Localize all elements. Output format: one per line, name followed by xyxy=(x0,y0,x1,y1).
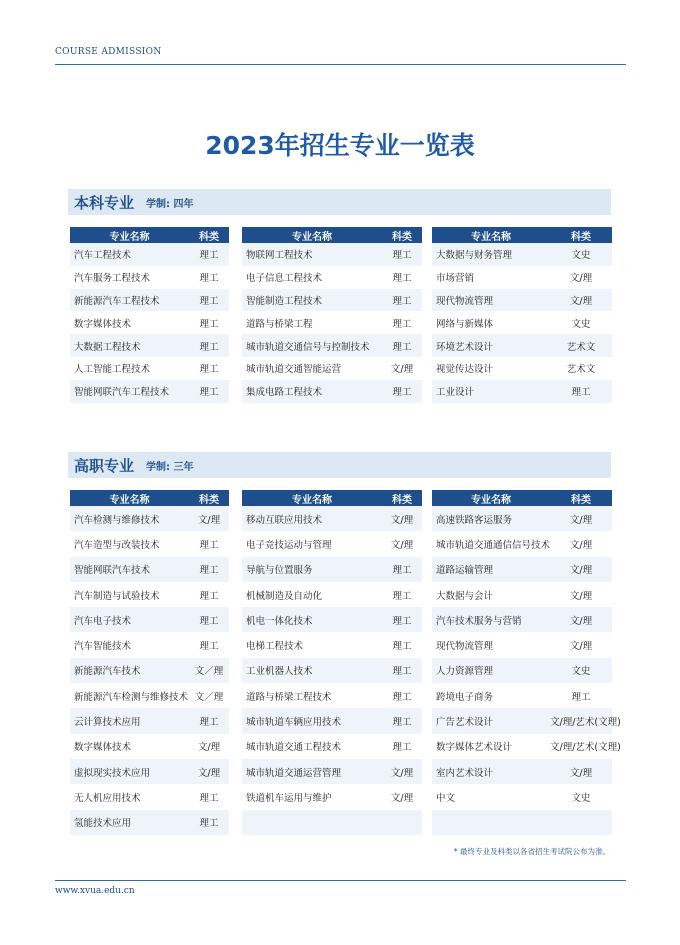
header-major-name: 专业名称 xyxy=(109,494,150,506)
major-name: 移动互联应用技术 xyxy=(246,514,323,526)
major-name: 汽车电子技术 xyxy=(74,615,132,627)
major-name: 工业机器人技术 xyxy=(246,666,313,678)
major-name: 道路与桥梁工程技术 xyxy=(246,691,332,703)
major-name: 视觉传达设计 xyxy=(436,364,494,376)
column-header xyxy=(70,227,229,243)
major-name: 物联网工程技术 xyxy=(246,250,313,262)
table-row xyxy=(70,632,229,657)
table-row xyxy=(70,557,229,582)
table-row xyxy=(70,334,229,357)
table-row xyxy=(432,708,621,733)
table-row xyxy=(432,243,612,266)
major-category: 文/理 xyxy=(569,514,593,526)
major-category: 文/理 xyxy=(569,273,593,285)
table-row xyxy=(70,582,229,607)
major-name: 城市轨道交通运营管理 xyxy=(246,767,342,779)
major-name: 现代物流管理 xyxy=(436,295,494,307)
table-row xyxy=(242,289,422,312)
major-name: 现代物流管理 xyxy=(436,641,494,653)
major-category: 文/理 xyxy=(390,539,414,551)
major-category: 文/理 xyxy=(390,514,414,526)
header-major-name: 专业名称 xyxy=(471,494,511,506)
table-row xyxy=(242,266,422,289)
major-name: 汽车服务工程技术 xyxy=(74,273,151,285)
major-name: 智能制造工程技术 xyxy=(246,295,323,307)
major-category: 理工 xyxy=(392,341,412,353)
major-name: 氢能技术应用 xyxy=(74,818,132,830)
major-category: 文史 xyxy=(571,792,591,804)
table-row xyxy=(432,531,612,556)
major-name: 高速铁路客运服务 xyxy=(436,514,513,526)
major-category: 理工 xyxy=(199,792,219,804)
vocational-section-bar xyxy=(68,452,611,478)
page-title: 2023年招生专业一览表 xyxy=(205,131,475,160)
major-name: 虚拟现实技术应用 xyxy=(74,767,151,779)
major-category: 文/理 xyxy=(569,767,593,779)
vocational-section-title: 高职专业 xyxy=(74,456,135,475)
table-row xyxy=(432,658,612,683)
table-row xyxy=(242,784,422,809)
major-name: 人力资源管理 xyxy=(436,666,494,678)
table-row xyxy=(70,810,229,835)
table-row xyxy=(70,380,229,403)
major-category: 文史 xyxy=(571,666,591,678)
major-category: 文史 xyxy=(571,318,591,330)
table-row xyxy=(242,243,422,266)
major-name: 无人机应用技术 xyxy=(74,792,141,804)
major-name: 汽车工程技术 xyxy=(74,250,132,262)
major-name: 跨境电子商务 xyxy=(436,691,494,703)
table-row xyxy=(70,357,229,380)
major-category: 文/理 xyxy=(197,742,221,754)
major-category: 理工 xyxy=(392,295,412,307)
major-category: 理工 xyxy=(199,364,219,376)
major-name: 市场营销 xyxy=(436,273,475,285)
major-name: 新能源汽车检测与维修技术 xyxy=(74,691,189,703)
major-name: 城市轨道交通智能运营 xyxy=(246,364,342,376)
major-name: 广告艺术设计 xyxy=(436,717,494,729)
major-category: 理工 xyxy=(392,615,412,627)
major-category: 理工 xyxy=(571,691,591,703)
major-name: 汽车造型与改装技术 xyxy=(74,539,160,551)
table-row xyxy=(242,708,422,733)
major-category: 文/理/艺术(文理) xyxy=(550,717,621,729)
table-row xyxy=(242,506,422,531)
table-row xyxy=(70,784,229,809)
table-row xyxy=(432,557,612,582)
major-category: 理工 xyxy=(199,615,219,627)
major-name: 导航与位置服务 xyxy=(246,565,313,577)
bachelor-column-3 xyxy=(432,227,612,403)
table-row xyxy=(242,557,422,582)
major-name: 电梯工程技术 xyxy=(246,641,304,653)
major-category: 文/理 xyxy=(197,767,221,779)
major-name: 新能源汽车工程技术 xyxy=(74,295,160,307)
table-row xyxy=(432,334,612,357)
major-name: 大数据与会计 xyxy=(436,590,494,602)
column-header xyxy=(242,227,422,243)
major-name: 室内艺术设计 xyxy=(436,767,494,779)
major-category: 理工 xyxy=(199,250,219,262)
table-row xyxy=(432,357,612,380)
footer-url: www.xvua.edu.cn xyxy=(55,886,135,896)
major-category: 文/理 xyxy=(569,539,593,551)
major-category: 理工 xyxy=(199,273,219,285)
header-label: COURSE ADMISSION xyxy=(55,47,162,57)
major-name: 数字媒体技术 xyxy=(74,318,132,330)
major-category: 文/理 xyxy=(569,295,593,307)
table-row xyxy=(432,266,612,289)
major-name: 汽车检测与维修技术 xyxy=(74,514,160,526)
footnote: * 最终专业及科类以各省招生考试院公布为准。 xyxy=(453,847,610,856)
major-category: 文/理 xyxy=(390,767,414,779)
major-category: 文／理 xyxy=(194,691,224,703)
major-category: 理工 xyxy=(199,295,219,307)
major-name: 铁道机车运用与维护 xyxy=(246,792,332,804)
major-category: 艺术文 xyxy=(566,364,596,376)
table-row xyxy=(70,506,229,531)
table-row xyxy=(432,289,612,312)
table-row xyxy=(432,380,612,403)
table-row xyxy=(70,708,229,733)
table-row xyxy=(242,311,422,334)
table-row xyxy=(242,632,422,657)
column-header xyxy=(242,490,422,506)
major-category: 文/理 xyxy=(390,364,414,376)
major-category: 理工 xyxy=(199,387,219,399)
table-row xyxy=(70,658,229,683)
major-category: 文/理 xyxy=(569,590,593,602)
major-category: 理工 xyxy=(392,742,412,754)
table-row xyxy=(70,243,229,266)
vocational-column-3 xyxy=(432,490,621,835)
column-header xyxy=(70,490,229,506)
bachelor-section-title: 本科专业 xyxy=(74,193,135,212)
major-category: 文／理 xyxy=(194,666,224,678)
major-name: 道路运输管理 xyxy=(436,565,494,577)
table-row xyxy=(432,311,612,334)
major-category: 文/理 xyxy=(197,514,221,526)
major-category: 理工 xyxy=(199,539,219,551)
table-row xyxy=(432,607,612,632)
table-row xyxy=(432,632,612,657)
major-category: 理工 xyxy=(392,250,412,262)
major-category: 理工 xyxy=(199,818,219,830)
major-category: 文/理 xyxy=(390,792,414,804)
major-name: 集成电路工程技术 xyxy=(246,387,323,399)
major-name: 汽车制造与试验技术 xyxy=(74,590,160,602)
major-category: 理工 xyxy=(392,590,412,602)
major-category: 文/理 xyxy=(569,615,593,627)
vocational-duration: 学制: 三年 xyxy=(146,461,194,473)
table-row xyxy=(70,607,229,632)
major-name: 工业设计 xyxy=(436,387,475,399)
major-name: 新能源汽车技术 xyxy=(74,666,141,678)
table-row xyxy=(242,607,422,632)
major-category: 理工 xyxy=(571,387,591,399)
major-category: 理工 xyxy=(392,273,412,285)
major-name: 数字媒体艺术设计 xyxy=(436,742,513,754)
top-divider xyxy=(55,64,626,65)
major-name: 网络与新媒体 xyxy=(436,318,494,330)
header-category: 科类 xyxy=(392,231,412,243)
header-category: 科类 xyxy=(571,231,591,243)
major-category: 理工 xyxy=(392,641,412,653)
major-category: 理工 xyxy=(199,590,219,602)
major-name: 云计算技术应用 xyxy=(74,717,141,729)
table-row xyxy=(70,289,229,312)
major-name: 数字媒体技术 xyxy=(74,742,132,754)
table-row xyxy=(432,759,612,784)
table-row xyxy=(70,734,229,759)
major-name: 城市轨道交通通信信号技术 xyxy=(436,539,550,551)
table-row xyxy=(242,380,422,403)
major-category: 文/理/艺术(文理) xyxy=(550,742,621,754)
major-name: 智能网联汽车技术 xyxy=(74,565,151,577)
major-name: 汽车技术服务与营销 xyxy=(436,615,522,627)
table-row xyxy=(432,810,612,835)
major-category: 文/理 xyxy=(569,641,593,653)
table-row xyxy=(242,734,422,759)
column-header xyxy=(432,490,612,506)
table-row xyxy=(242,810,422,835)
major-name: 电子信息工程技术 xyxy=(246,273,323,285)
table-row xyxy=(242,658,422,683)
header-category: 科类 xyxy=(392,494,412,506)
major-category: 理工 xyxy=(199,641,219,653)
header-category: 科类 xyxy=(199,231,219,243)
major-name: 机械制造及自动化 xyxy=(246,590,323,602)
table-row xyxy=(70,683,229,708)
table-row xyxy=(242,357,422,380)
major-category: 文/理 xyxy=(569,565,593,577)
major-category: 艺术文 xyxy=(566,341,596,353)
major-name: 中文 xyxy=(436,792,456,804)
table-row xyxy=(242,759,422,784)
table-row xyxy=(242,531,422,556)
major-category: 理工 xyxy=(392,565,412,577)
major-category: 理工 xyxy=(392,666,412,678)
table-row xyxy=(432,582,612,607)
bachelor-duration: 学制: 四年 xyxy=(146,198,194,210)
major-category: 理工 xyxy=(392,387,412,399)
bachelor-section-bar xyxy=(68,189,611,215)
major-category: 理工 xyxy=(392,691,412,703)
table-row xyxy=(242,334,422,357)
major-name: 汽车智能技术 xyxy=(74,641,132,653)
major-category: 理工 xyxy=(199,565,219,577)
header-major-name: 专业名称 xyxy=(292,231,332,243)
column-header xyxy=(432,227,612,243)
header-category: 科类 xyxy=(199,494,219,506)
table-row xyxy=(432,784,612,809)
header-major-name: 专业名称 xyxy=(471,231,511,243)
header-major-name: 专业名称 xyxy=(109,231,150,243)
major-name: 人工智能工程技术 xyxy=(74,364,151,376)
table-row xyxy=(70,311,229,334)
table-row xyxy=(432,506,612,531)
table-row xyxy=(432,683,612,708)
major-category: 文史 xyxy=(571,250,591,262)
major-category: 理工 xyxy=(392,717,412,729)
major-category: 理工 xyxy=(199,341,219,353)
major-name: 大数据与财务管理 xyxy=(436,250,513,262)
table-row xyxy=(242,683,422,708)
table-row xyxy=(432,734,621,759)
vocational-column-1 xyxy=(70,490,229,835)
bachelor-column-2 xyxy=(242,227,422,403)
major-category: 理工 xyxy=(392,318,412,330)
major-name: 道路与桥梁工程 xyxy=(246,318,313,330)
vocational-column-2 xyxy=(242,490,422,835)
major-category: 理工 xyxy=(199,717,219,729)
table-row xyxy=(70,759,229,784)
table-row xyxy=(70,531,229,556)
major-name: 电子竞技运动与管理 xyxy=(246,539,332,551)
major-name: 大数据工程技术 xyxy=(74,341,141,353)
header-major-name: 专业名称 xyxy=(292,494,332,506)
table-row xyxy=(70,266,229,289)
major-name: 智能网联汽车工程技术 xyxy=(74,387,170,399)
major-name: 机电一体化技术 xyxy=(246,615,313,627)
bottom-divider xyxy=(55,880,626,881)
major-name: 环境艺术设计 xyxy=(436,341,494,353)
header-category: 科类 xyxy=(571,494,591,506)
major-category: 理工 xyxy=(199,318,219,330)
bachelor-column-1 xyxy=(70,227,229,403)
major-name: 城市轨道交通工程技术 xyxy=(246,742,342,754)
major-name: 城市轨道交通信号与控制技术 xyxy=(246,341,370,353)
major-name: 城市轨道车辆应用技术 xyxy=(246,717,342,729)
table-row xyxy=(242,582,422,607)
